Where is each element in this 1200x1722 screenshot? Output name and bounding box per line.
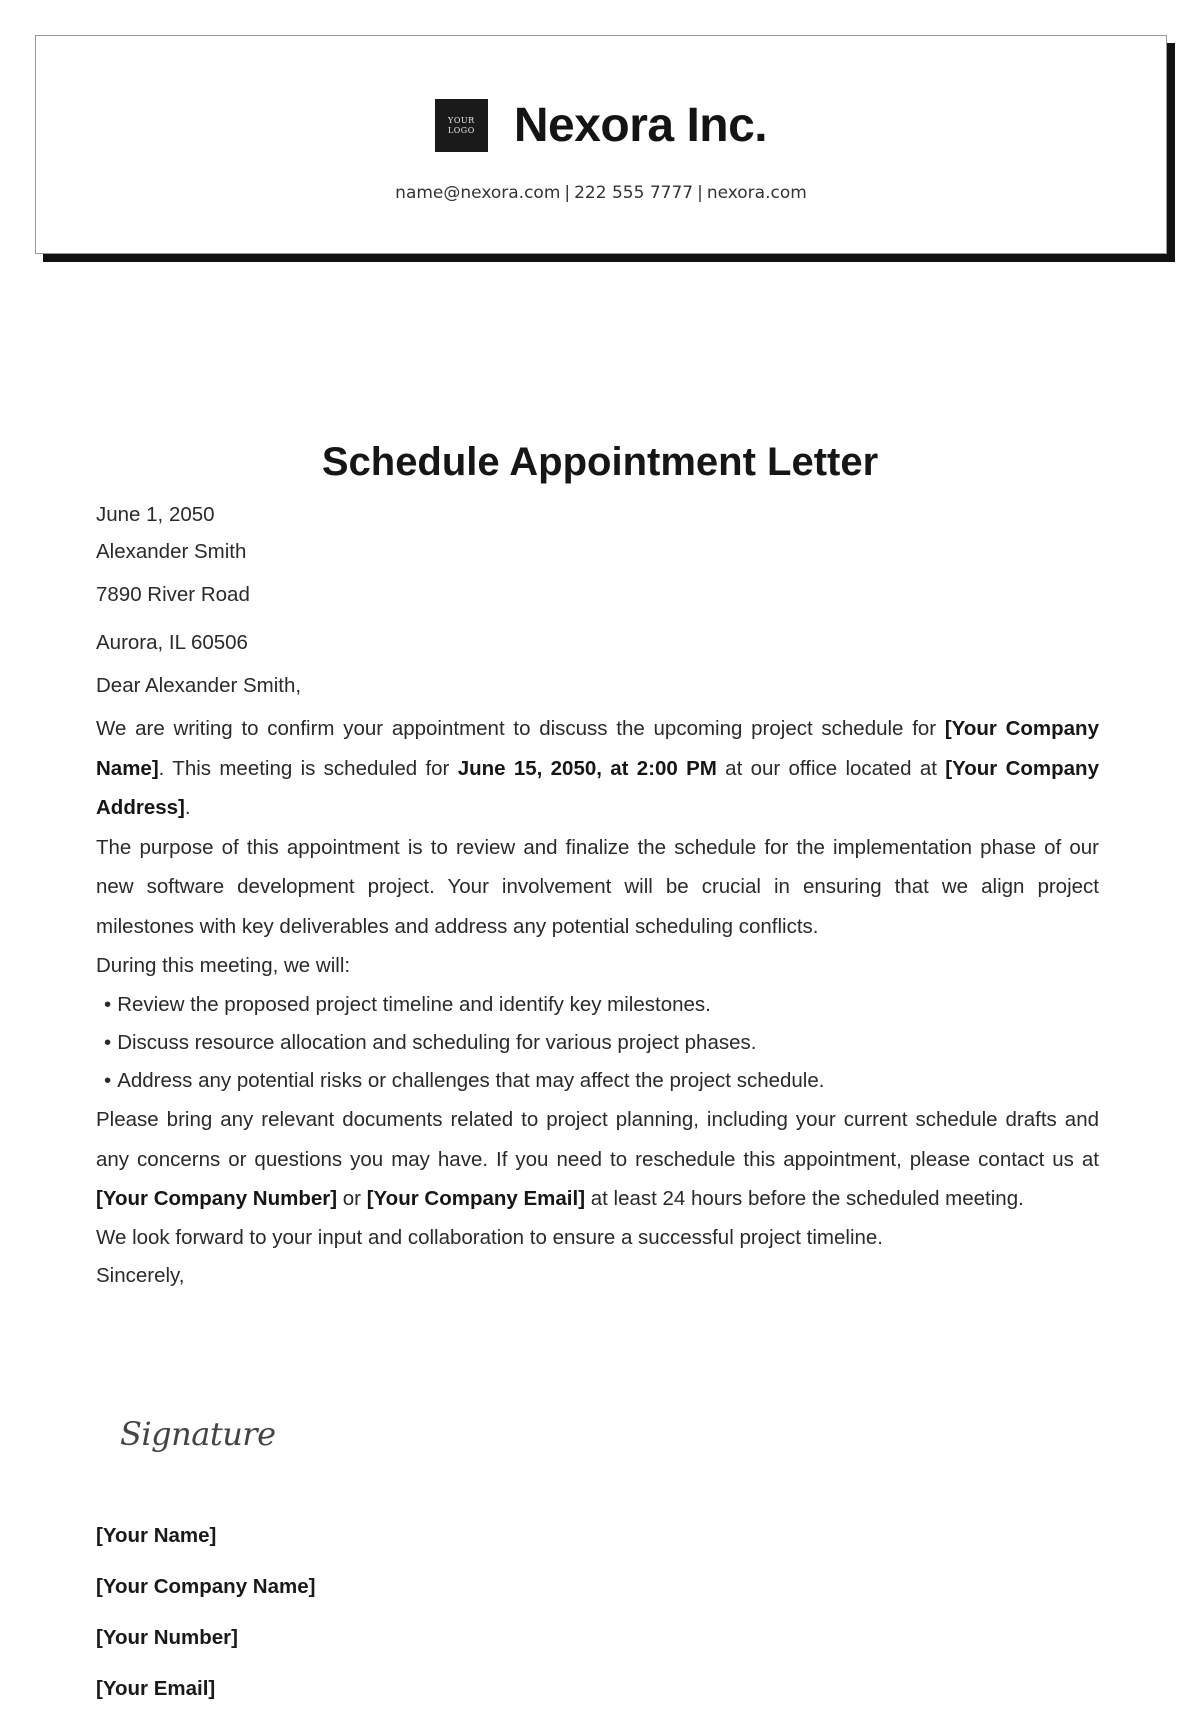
text-run: . This meeting is scheduled for xyxy=(158,756,458,780)
paragraph-confirmation xyxy=(96,709,1099,828)
contact-separator: | xyxy=(564,183,571,203)
company-email-placeholder: [Your Company Email] xyxy=(366,1187,586,1210)
text-run: at least 24 hours before the scheduled meeting. xyxy=(585,1187,1024,1210)
letter-body xyxy=(96,496,1099,1295)
list-item: • Review the proposed project timeline and identify key milestones. xyxy=(104,986,1099,1024)
meeting-datetime: June 15, 2050, at 2:00 PM xyxy=(457,756,717,780)
list-intro: During this meeting, we will: xyxy=(96,954,351,977)
sender-company: [Your Company Name] xyxy=(96,1575,316,1598)
text-run: or xyxy=(337,1187,367,1210)
text-run: at our office located at xyxy=(716,756,946,780)
sender-number: [Your Number] xyxy=(96,1626,238,1649)
sender-email: [Your Email] xyxy=(96,1677,216,1700)
sign-off: Sincerely, xyxy=(96,1263,185,1287)
letter-title: Schedule Appointment Letter xyxy=(321,440,879,484)
letter-date: June 1, 2050 xyxy=(96,503,215,526)
company-name-placeholder: [Your Company Name] xyxy=(96,717,1099,780)
contact-website: nexora.com xyxy=(706,183,807,203)
text-run: Please bring any relevant documents related to project planning, including your current schedule drafts and any concerns or questions you may have. If you need to reschedule this appointment, please contact us at xyxy=(96,1108,1099,1171)
text-run: We are writing to confirm your appointment to discuss the upcoming project schedule for xyxy=(96,717,945,740)
list-item: • Discuss resource allocation and scheduling for various project phases. xyxy=(104,1024,1099,1062)
closing-line: We look forward to your input and collaboration to ensure a successful project timeline. xyxy=(96,1225,884,1249)
logo-text-line2: LOGO xyxy=(447,125,475,135)
sender-name: [Your Name] xyxy=(96,1524,217,1547)
company-address-placeholder: [Your Company Address] xyxy=(96,756,1099,819)
agenda-list xyxy=(96,986,1099,1100)
contact-email: name@nexora.com xyxy=(395,183,561,203)
company-logo xyxy=(435,99,488,152)
list-item: • Address any potential risks or challenges that may affect the project schedule. xyxy=(104,1062,1099,1100)
contact-separator: | xyxy=(697,183,703,203)
contact-line xyxy=(36,183,1166,203)
letterhead xyxy=(35,35,1167,254)
salutation: Dear Alexander Smith, xyxy=(96,674,302,697)
paragraph-documents xyxy=(96,1100,1099,1219)
contact-phone: 222 555 7777 xyxy=(574,183,694,203)
recipient-street: 7890 River Road xyxy=(96,583,250,606)
company-name: Nexora Inc. xyxy=(513,99,768,152)
logo-text-line1: YOUR xyxy=(448,115,475,125)
text-run: . xyxy=(184,796,191,819)
sender-block xyxy=(96,1518,315,1722)
paragraph-purpose: The purpose of this appointment is to review and finalize the schedule for the implementation phase of our new software development project. Your involvement will be crucial in ensuring that we align project milestones with key deliverables and address any potential scheduling conflicts. xyxy=(96,835,1099,938)
signature: Signature xyxy=(120,1415,276,1453)
recipient-city: Aurora, IL 60506 xyxy=(96,631,248,654)
recipient-name: Alexander Smith xyxy=(96,540,247,563)
company-number-placeholder: [Your Company Number] xyxy=(96,1187,338,1210)
brand-row xyxy=(36,98,1166,153)
